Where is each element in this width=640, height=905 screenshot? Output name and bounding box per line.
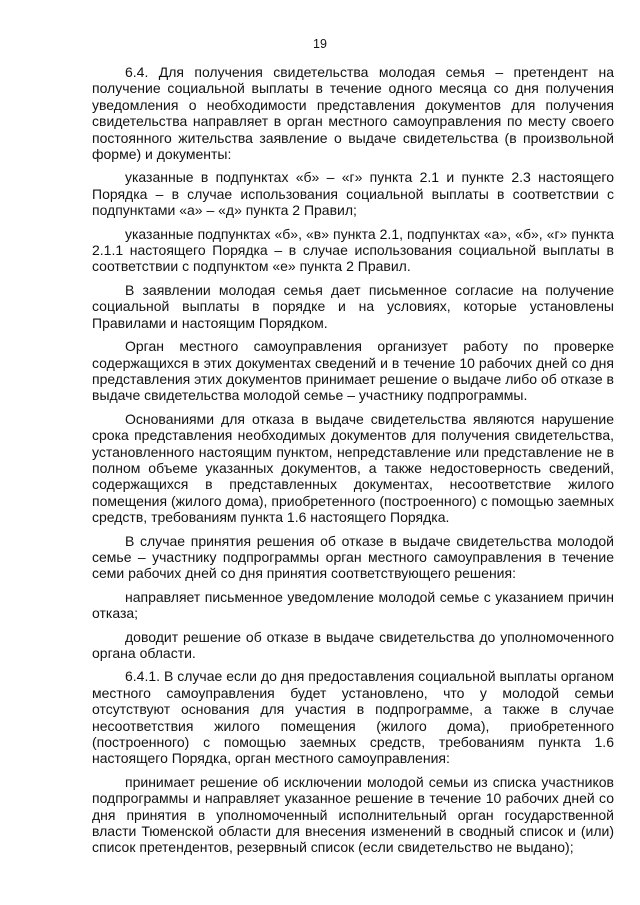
paragraph-documents-b-v: указанные подпунктах «б», «в» пункта 2.1, подпунктах «а», «б», «г» пункта 2.1.1 настоящего Порядка – в случае использования социальной выплаты в соответствии с подпунктом «е» пункта 2 Правил.: [92, 225, 614, 275]
paragraph-refusal-decision: В случае принятия решения об отказе в выдаче свидетельства молодой семье – участнику подпрограммы орган местного самоуправления в течение семи рабочих дней со дня принятия соответствующего решения:: [92, 532, 614, 582]
document-body: [92, 64, 614, 856]
page-number: 19: [313, 37, 327, 51]
paragraph-6-4-1: 6.4.1. В случае если до дня предоставления социальной выплаты органом местного самоуправления будет установлено, что у молодой семьи отсутствуют основания для участия в подпрограмме, а также в случае несоответствия жилого помещения (жилого дома), приобретенного (построенного) с помощью заемных средств, требованиям пункта 1.6 настоящего Порядка, орган местного самоуправления:: [92, 668, 614, 767]
paragraph-exclusion-decision: принимает решение об исключении молодой семьи из списка участников подпрограммы и направляет указанное решение в течение 10 рабочих дней со дня принятия в уполномоченный исполнительный орган государственной власти Тюменской области для внесения изменений в сводный список и (или) список претендентов, резервный список (если свидетельство не выдано);: [92, 773, 614, 856]
paragraph-verification: Орган местного самоуправления организует работу по проверке содержащихся в этих документах сведений и в течение 10 рабочих дней со дня представления этих документов принимает решение о выдаче либо об отказе в выдаче свидетельства молодой семье – участнику подпрограммы.: [92, 338, 614, 404]
paragraph-notification: направляет письменное уведомление молодой семье с указанием причин отказа;: [92, 588, 614, 622]
paragraph-documents-b-g: указанные в подпунктах «б» – «г» пункта 2.1 и пункте 2.3 настоящего Порядка – в случае использования социальной выплаты в соответствии с подпунктами «а» – «д» пункта 2 Правил;: [92, 169, 614, 219]
paragraph-6-4: 6.4. Для получения свидетельства молодая семья – претендент на получение социальной выплаты в течение одного месяца со дня получения уведомления о необходимости представления документов для получения свидетельства направляет в орган местного самоуправления по месту своего постоянного жительства заявление о выдаче свидетельства (в произвольной форме) и документы:: [92, 64, 614, 163]
paragraph-consent: В заявлении молодая семья дает письменное согласие на получение социальной выплаты в порядке и на условиях, которые установлены Правилами и настоящим Порядком.: [92, 281, 614, 331]
paragraph-inform-authority: доводит решение об отказе в выдаче свидетельства до уполномоченного органа области.: [92, 628, 614, 661]
paragraph-refusal-grounds: Основаниями для отказа в выдаче свидетельства являются нарушение срока представления необходимых документов для получения свидетельства, установленного настоящим пунктом, непредставление или представление не в полном объеме указанных документов, а также недостоверность сведений, содержащихся в представленных документах, несоответствие жилого помещения (жилого дома), приобретенного (построенного) с помощью заемных средств, требованиям пункта 1.6 настоящего Порядка.: [92, 410, 614, 526]
